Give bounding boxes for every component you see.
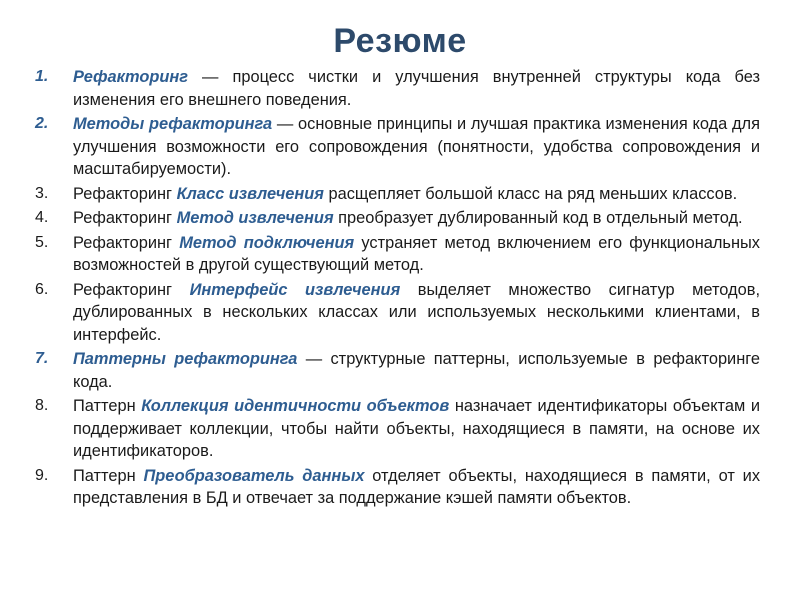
summary-list [30, 66, 760, 512]
item-number: 4. [35, 209, 49, 226]
item-description: выделяет множество сигнатур методов, дублированных в нескольких классах или используемых несколькими клиентами, в интерфейс. [73, 280, 760, 344]
item-term: Класс извлечения [176, 184, 324, 203]
list-item [30, 395, 760, 463]
item-term: Метод извлечения [176, 209, 334, 227]
item-description: — основные принципы и лучшая практика изменения кода для улучшения возможности его сопровождения (понятности, удобства сопровождения и масштабируемости). [73, 115, 760, 178]
item-description: преобразует дублированный код в отдельный метод. [333, 209, 743, 227]
item-term: Коллекция идентичности объектов [141, 397, 450, 415]
item-number: 1. [35, 68, 49, 85]
item-description: устраняет метод включением его функциональных возможностей в другой существующий метод. [73, 233, 760, 274]
item-number: 7. [35, 350, 49, 367]
item-description: назначает идентификаторы объектам и поддерживает коллекции, чтобы найти объекты, находящиеся в памяти, на основе их идентификаторов. [73, 397, 761, 460]
item-prefix: Рефакторинг [73, 280, 190, 299]
item-description: — процесс чистки и улучшения внутренней структуры кода без изменения его внешнего поведения. [73, 68, 760, 109]
list-item [30, 465, 760, 510]
item-term: Интерфейс извлечения [189, 280, 401, 299]
item-number: 8. [35, 397, 49, 414]
item-prefix: Рефакторинг [73, 209, 177, 227]
item-prefix: Паттерн [73, 397, 142, 415]
item-prefix: Паттерн [73, 466, 144, 485]
item-term: Методы рефакторинга [73, 115, 273, 133]
list-item [30, 66, 760, 111]
list-item [30, 113, 760, 181]
list-item [30, 348, 760, 393]
item-term: Преобразователь данных [143, 466, 365, 485]
item-prefix: Рефакторинг [73, 184, 177, 203]
item-term: Метод подключения [179, 233, 355, 252]
list-item [30, 183, 760, 206]
item-number: 6. [35, 280, 49, 298]
page-title: Резюме [333, 22, 467, 60]
item-number: 3. [35, 184, 49, 202]
item-number: 2. [35, 115, 49, 132]
item-description: отделяет объекты, находящиеся в памяти, от их представления в БД и отвечает за поддержание кэшей памяти объектов. [73, 466, 761, 507]
list-item [30, 232, 760, 277]
item-prefix: Рефакторинг [73, 233, 180, 252]
item-term: Рефакторинг [73, 68, 188, 86]
item-number: 9. [35, 466, 49, 484]
list-item [30, 279, 760, 347]
item-description: — структурные паттерны, используемые в рефакторинге кода. [73, 350, 761, 391]
item-number: 5. [35, 233, 49, 251]
list-item [30, 207, 760, 230]
item-description: расщепляет большой класс на ряд меньших классов. [323, 184, 738, 203]
item-term: Паттерны рефакторинга [73, 350, 298, 368]
